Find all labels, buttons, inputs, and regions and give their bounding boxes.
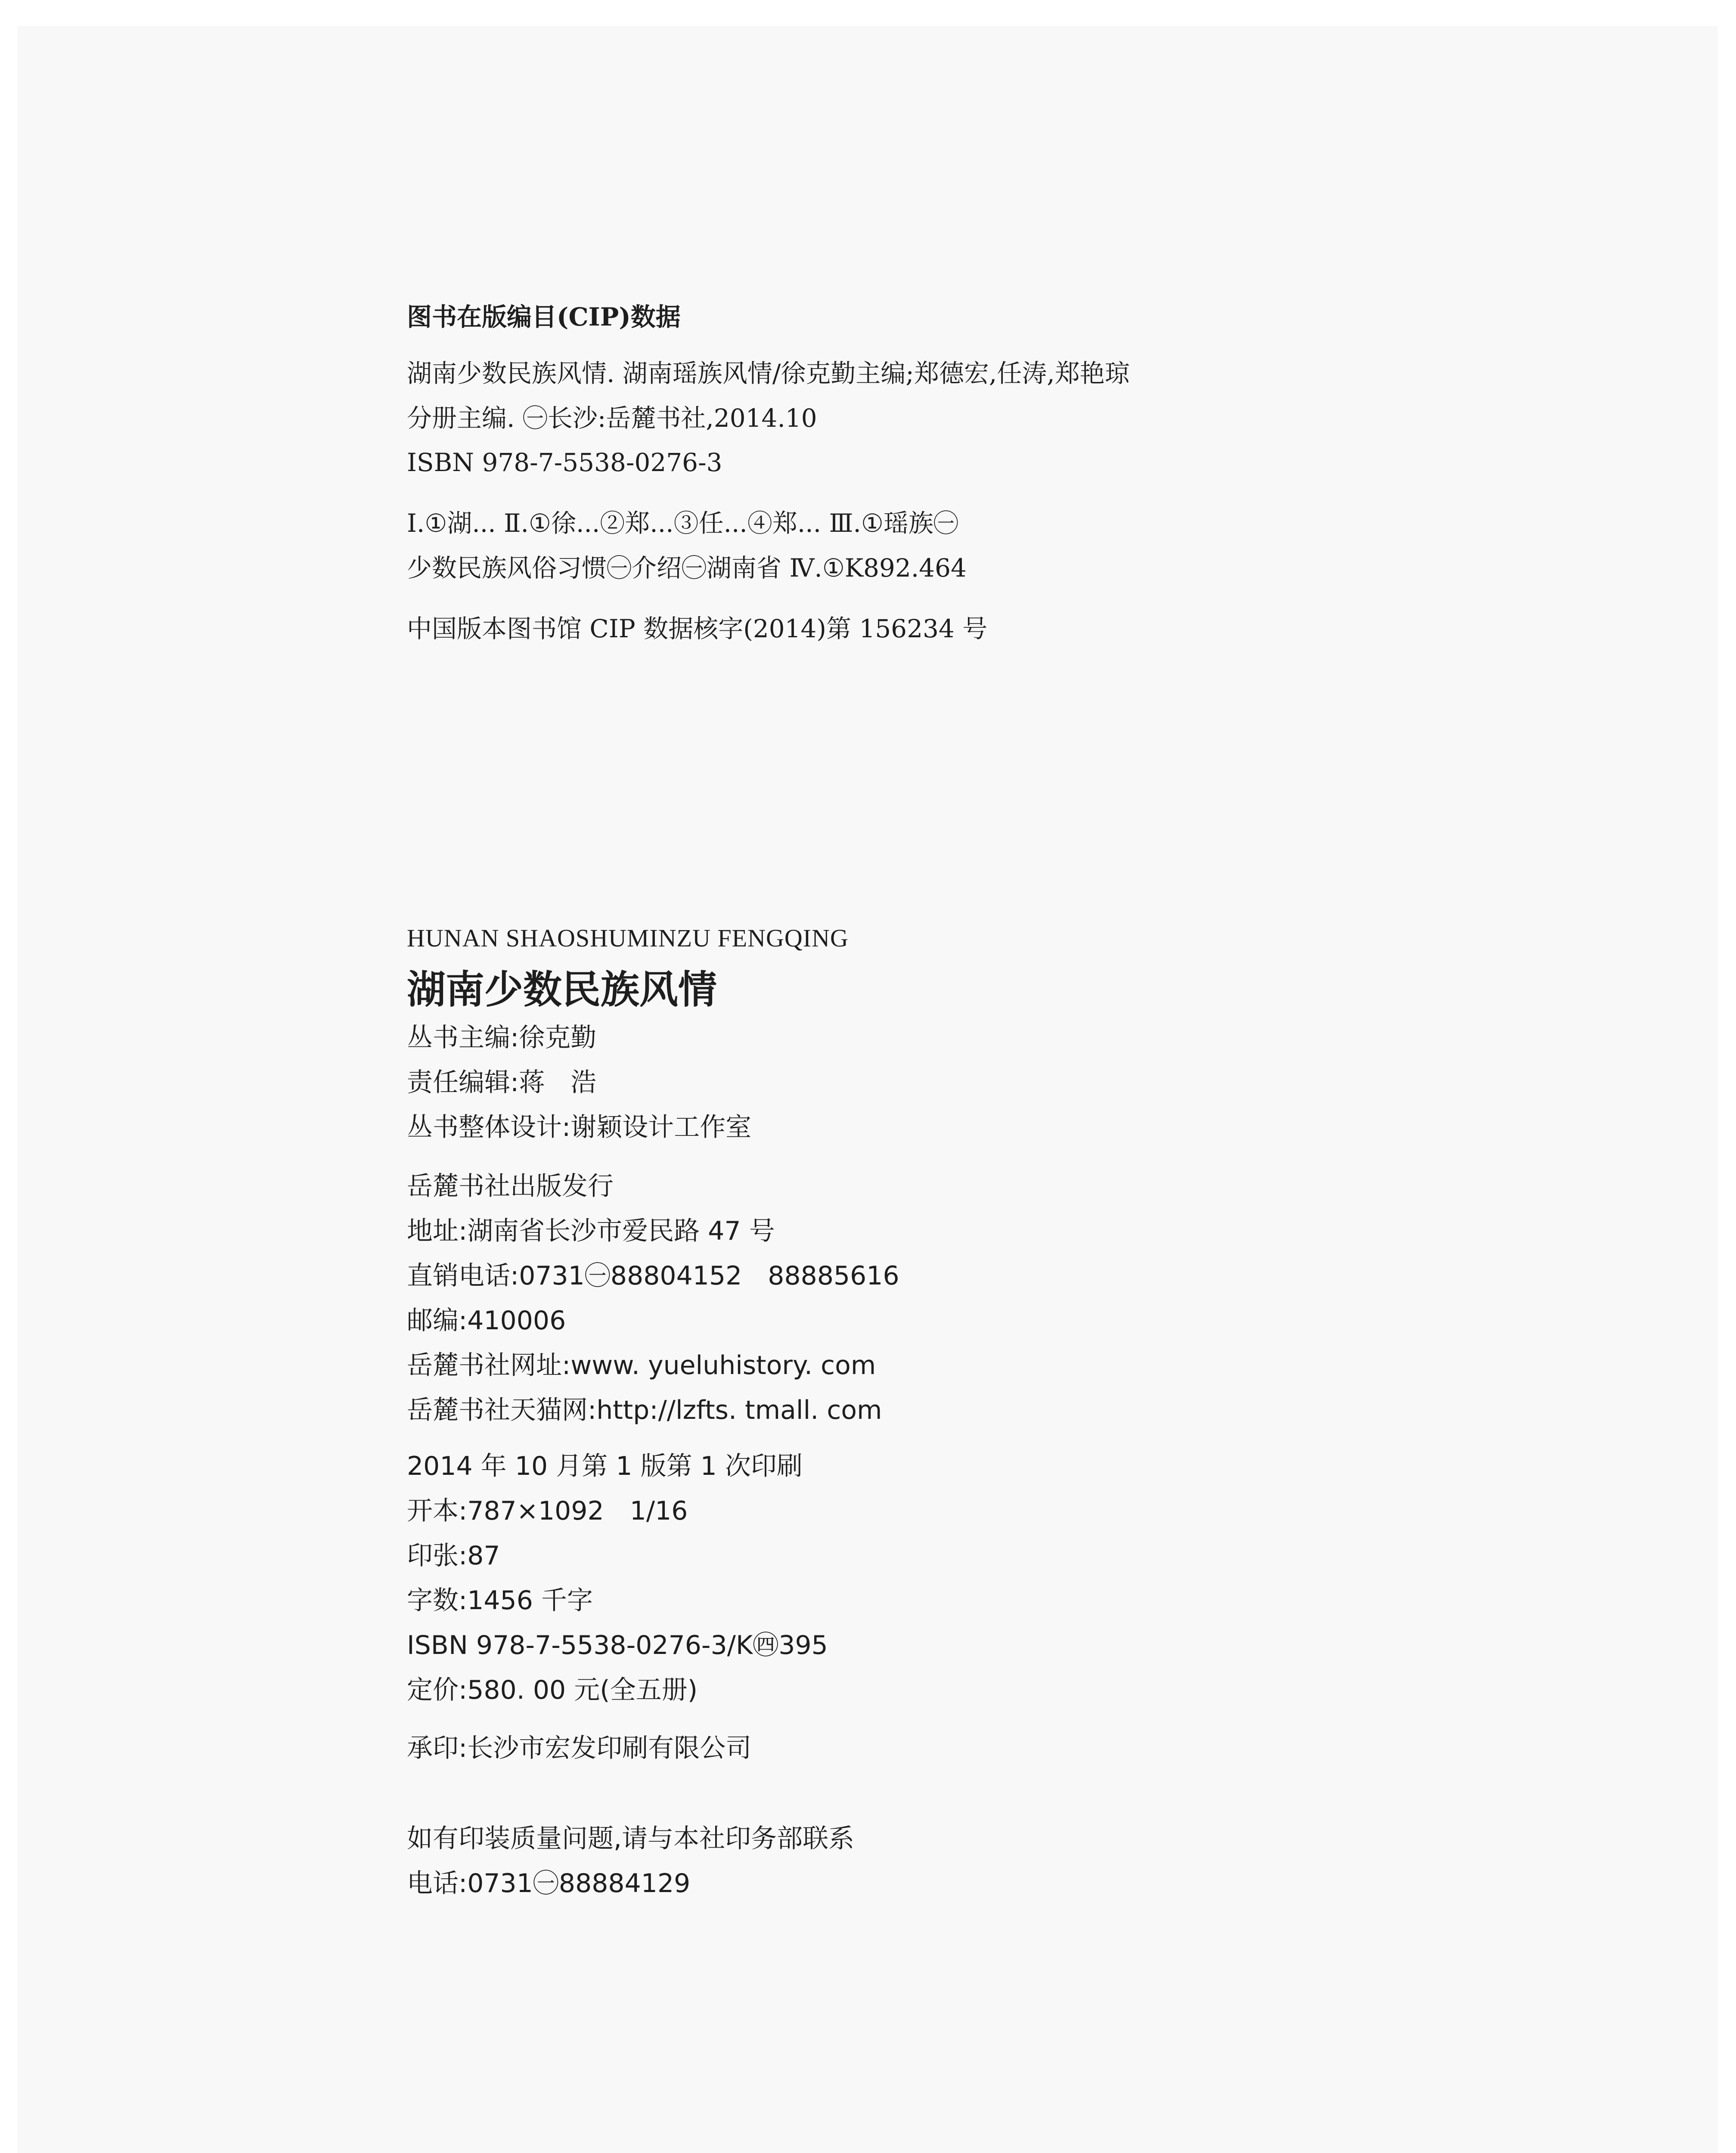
printer-name: 承印:长沙市宏发印刷有限公司 xyxy=(407,1733,752,1763)
edition-printing: 2014 年 10 月第 1 版第 1 次印刷 xyxy=(407,1451,803,1481)
cip-line: Ⅰ.①湖... Ⅱ.①徐...②郑...③任...④郑... Ⅲ.①瑶族㊀ xyxy=(407,509,958,538)
notice-line: 如有印装质量问题,请与本社印务部联系 xyxy=(407,1824,855,1854)
edition-sheets: 印张:87 xyxy=(407,1541,500,1571)
cip-line: ISBN 978-7-5538-0276-3 xyxy=(407,448,722,477)
cip-line: 中国版本图书馆 CIP 数据核字(2014)第 156234 号 xyxy=(407,614,988,643)
book-title: 湖南少数民族风情 xyxy=(407,967,717,1012)
publisher-tmall: 岳麓书社天猫网:http://lzfts. tmall. com xyxy=(407,1395,882,1425)
publisher-name: 岳麓书社出版发行 xyxy=(407,1171,614,1201)
cip-line: 湖南少数民族风情. 湖南瑶族风情/徐克勤主编;郑德宏,任涛,郑艳琼 xyxy=(407,359,1130,388)
publisher-address: 地址:湖南省长沙市爱民路 47 号 xyxy=(407,1216,775,1246)
edition-format: 开本:787×1092 1/16 xyxy=(407,1496,688,1526)
series-design: 丛书整体设计:谢颖设计工作室 xyxy=(407,1112,752,1142)
notice-phone: 电话:0731㊀88884129 xyxy=(407,1868,691,1899)
edition-isbn: ISBN 978-7-5538-0276-3/K㊃395 xyxy=(407,1630,828,1660)
edition-word-count: 字数:1456 千字 xyxy=(407,1585,593,1616)
cip-line: 分册主编. ㊀长沙:岳麓书社,2014.10 xyxy=(407,403,817,433)
edition-price: 定价:580. 00 元(全五册) xyxy=(407,1675,698,1705)
cip-heading: 图书在版编目(CIP)数据 xyxy=(407,302,681,332)
publisher-website: 岳麓书社网址:www. yueluhistory. com xyxy=(407,1350,876,1381)
responsible-editor: 责任编辑:蒋 浩 xyxy=(407,1067,597,1098)
publisher-phone: 直销电话:0731㊀88804152 88885616 xyxy=(407,1261,899,1291)
series-editor: 丛书主编:徐克勤 xyxy=(407,1023,597,1053)
pinyin-title: HUNAN SHAOSHUMINZU FENGQING xyxy=(407,924,849,952)
cip-line: 少数民族风俗习惯㊀介绍㊀湖南省 Ⅳ.①K892.464 xyxy=(407,553,967,583)
copyright-page xyxy=(17,26,1718,2153)
publisher-postcode: 邮编:410006 xyxy=(407,1306,566,1336)
